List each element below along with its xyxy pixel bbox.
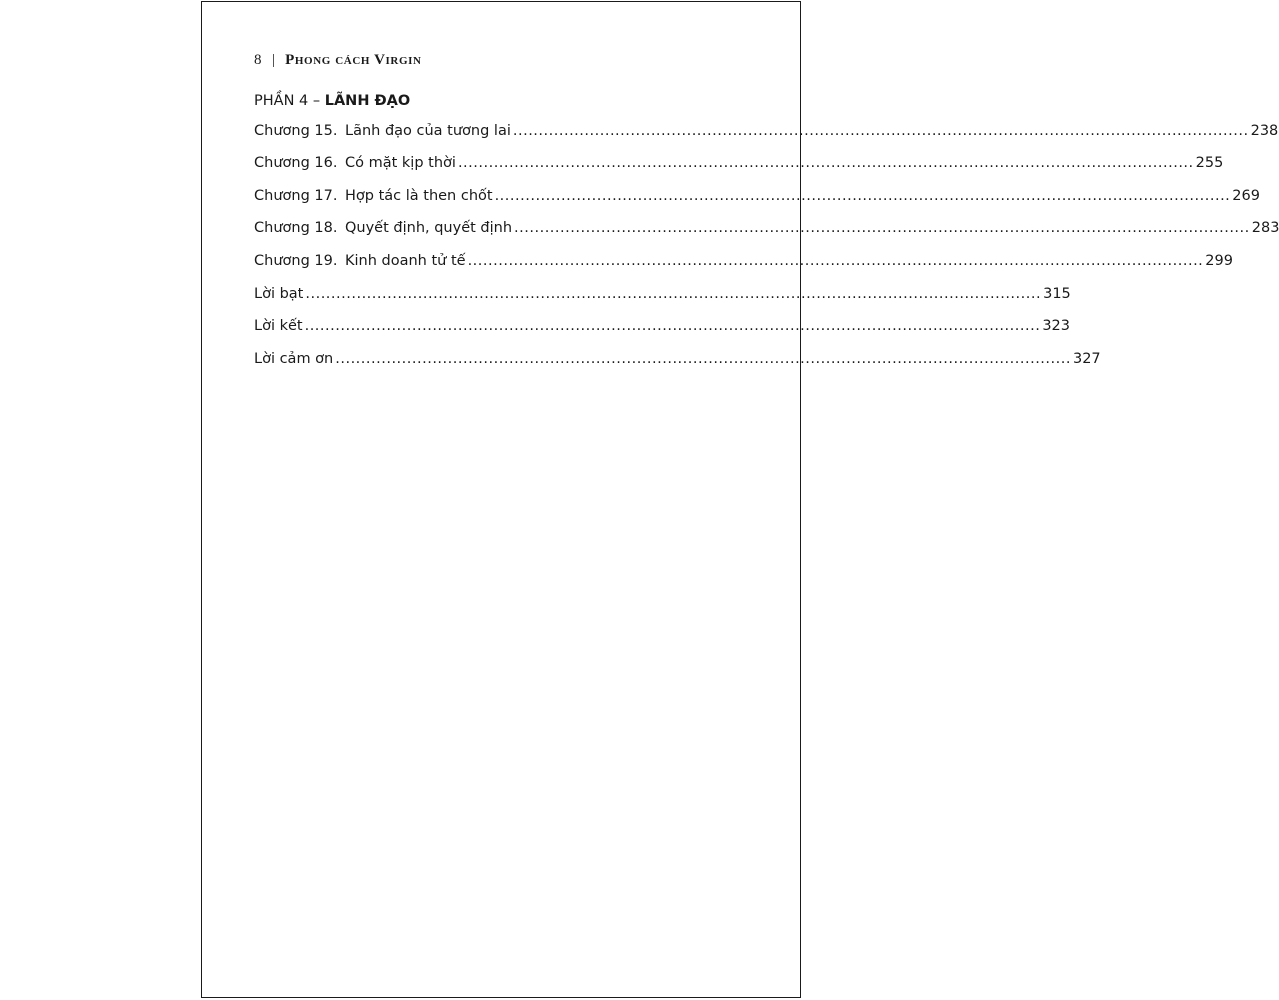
toc-page-number: 323	[1042, 318, 1070, 334]
toc-leader-dots: ................................................................................................................................................	[494, 188, 1231, 204]
toc-page-number: 327	[1072, 351, 1101, 367]
toc-leader-dots: ................................................................................................................................................	[457, 155, 1194, 171]
toc-entry-title: Có mặt kịp thời	[345, 155, 456, 171]
toc-entry	[254, 220, 1279, 242]
toc-entry-title: Kinh doanh tử tế	[345, 253, 466, 269]
toc-page-number: 315	[1043, 286, 1071, 302]
toc-chapter-number: Chương 16.	[254, 155, 338, 171]
part-label: PHẦN 4 –	[254, 93, 321, 109]
toc-entry	[254, 155, 1224, 177]
toc-chapter-number: Chương 18.	[254, 220, 338, 236]
toc-leader-dots: ................................................................................................................................................	[514, 220, 1250, 236]
toc-entry-title: Lời cảm ơn	[254, 351, 334, 367]
toc-page-number: 299	[1205, 253, 1233, 269]
toc-leader-dots: ................................................................................................................................................	[512, 123, 1249, 139]
toc-chapter-number: Chương 19.	[254, 253, 338, 269]
toc-entry	[254, 123, 1279, 145]
toc-chapter-number: Chương 15.	[254, 123, 338, 139]
part-name: LÃNH ĐẠO	[324, 93, 411, 109]
book-page	[201, 1, 1279, 998]
toc-entry-title: Hợp tác là then chốt	[345, 188, 493, 204]
toc-leader-dots: ................................................................................................................................................	[467, 253, 1204, 269]
part-heading	[254, 93, 410, 109]
toc-entry	[254, 253, 1233, 275]
toc-page-number: 283	[1251, 220, 1279, 236]
toc-leader-dots: ................................................................................................................................................	[305, 286, 1042, 302]
toc-page-number: 238	[1250, 123, 1279, 139]
toc-entry-title: Quyết định, quyết định	[345, 220, 513, 236]
toc-entry	[254, 318, 1070, 340]
toc-page-number: 269	[1232, 188, 1260, 204]
toc-leader-dots: ................................................................................................................................................	[304, 318, 1041, 334]
toc-entry-title: Lời bạt	[254, 286, 304, 302]
header-book-title: Phong cách Virgin	[285, 52, 422, 68]
toc-entry-title: Lời kết	[254, 318, 303, 334]
toc-entry	[254, 188, 1260, 210]
toc-page-number: 255	[1195, 155, 1224, 171]
header-separator: |	[271, 52, 276, 68]
toc-entry-title: Lãnh đạo của tương lai	[345, 123, 511, 139]
header-page-number: 8	[254, 52, 262, 68]
toc-entry	[254, 351, 1101, 373]
toc-entry	[254, 286, 1071, 308]
toc-leader-dots: ................................................................................................................................................	[335, 351, 1071, 367]
toc-chapter-number: Chương 17.	[254, 188, 338, 204]
running-head	[254, 52, 422, 69]
